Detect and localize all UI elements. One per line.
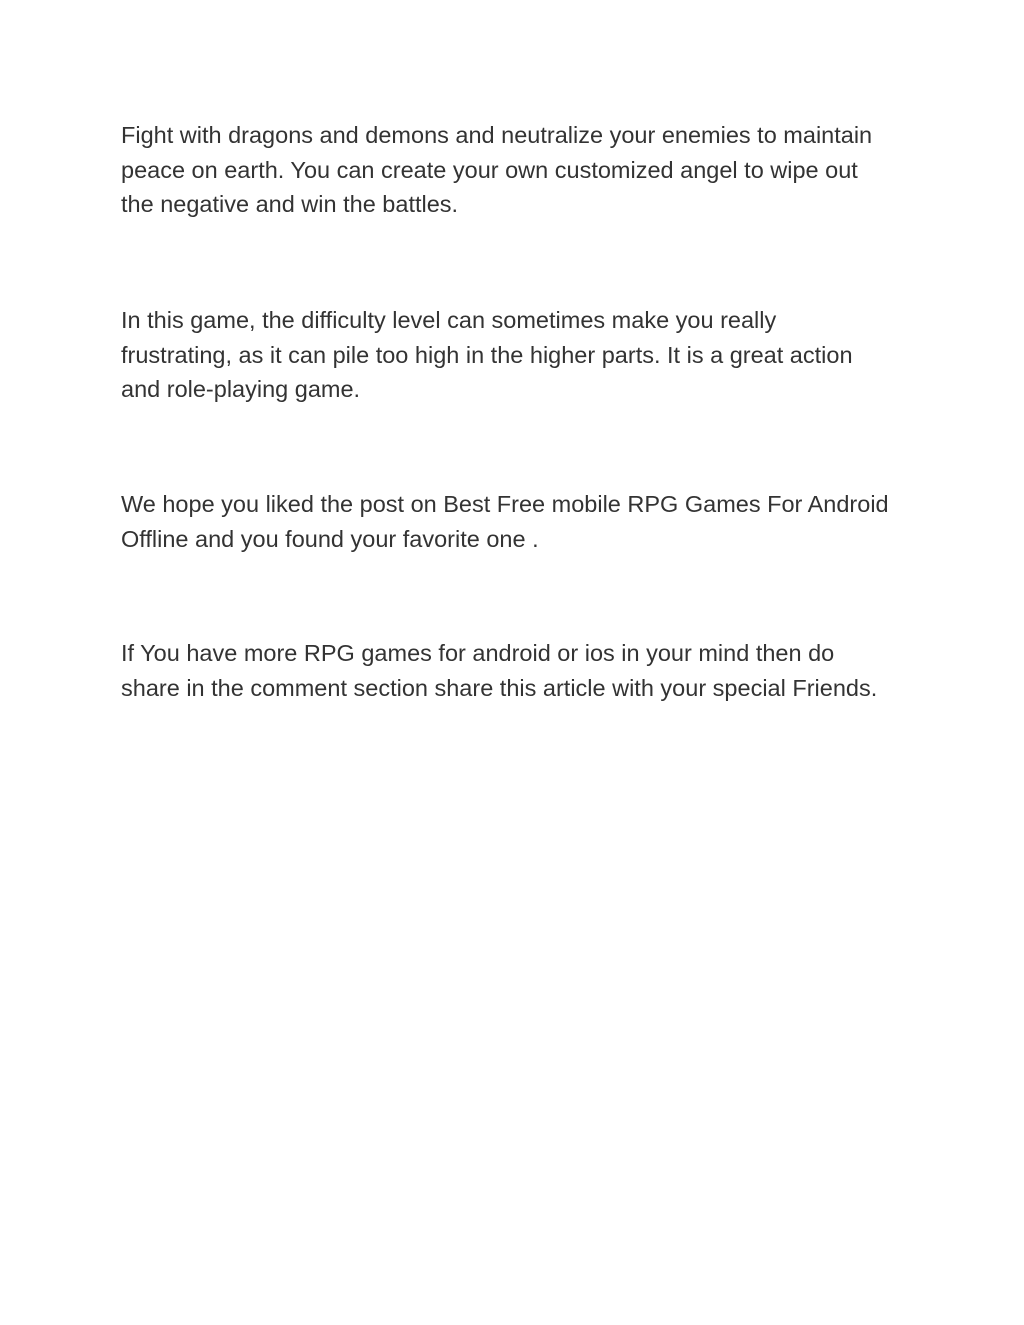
paragraph-battle-description: Fight with dragons and demons and neutralize your enemies to maintain peace on earth. You can create your own customized angel to wipe out the negative and win the battles. — [121, 122, 873, 217]
paragraph-closing-hope: We hope you liked the post on Best Free mobile RPG Games For Android Offline and you found your favorite one . — [121, 491, 889, 552]
paragraph-share-request: If You have more RPG games for android or ios in your mind then do share in the comment section share this article with your special Friends. — [121, 640, 878, 701]
paragraph-difficulty-note: In this game, the difficulty level can sometimes make you really frustrating, as it can pile too high in the higher parts. It is a great action and role-playing game. — [121, 307, 853, 402]
